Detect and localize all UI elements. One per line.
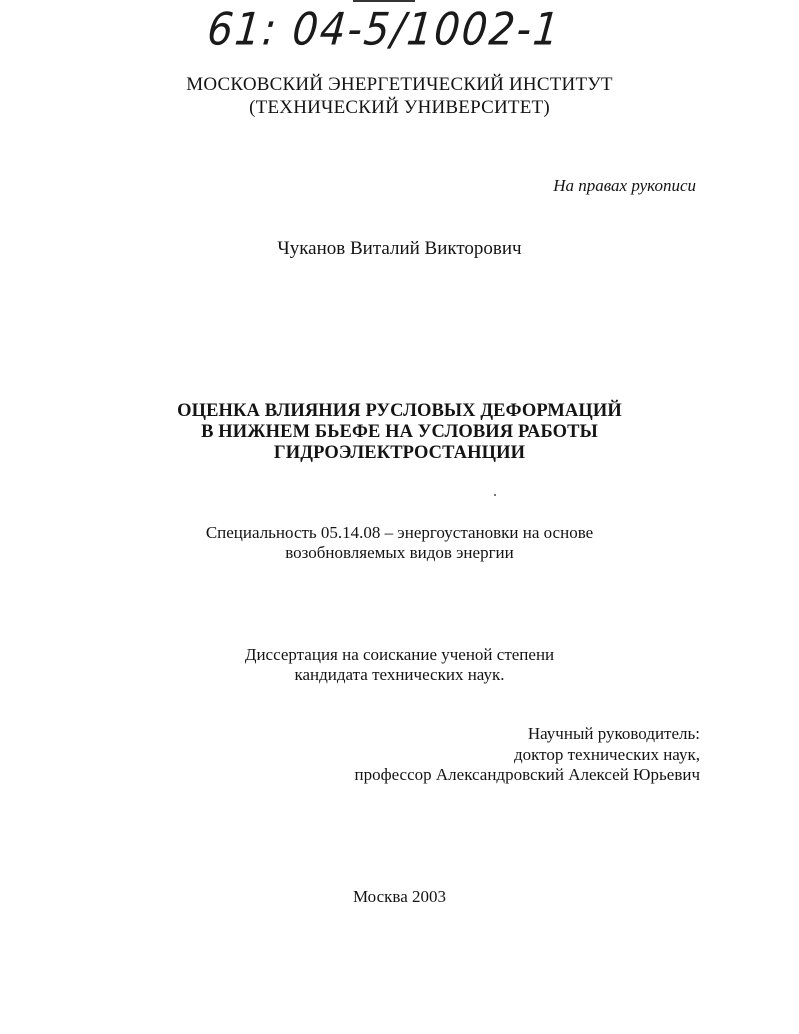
dissertation-degree-line2: кандидата технических наук. (294, 665, 505, 684)
institute-name-line1: МОСКОВСКИЙ ЭНЕРГЕТИЧЕСКИЙ ИНСТИТУТ (186, 74, 613, 95)
advisor-name: профессор Александровский Алексей Юрьевич (354, 765, 700, 784)
city-and-year: Москва 2003 (352, 887, 447, 906)
manuscript-rights-note: На правах рукописи (553, 176, 696, 195)
thesis-title-line1: ОЦЕНКА ВЛИЯНИЯ РУСЛОВЫХ ДЕФОРМАЦИЙ (177, 401, 622, 421)
institute-name-line2: (ТЕХНИЧЕСКИЙ УНИВЕРСИТЕТ) (249, 97, 550, 118)
specialty-line2: возобновляемых видов энергии (285, 543, 514, 562)
author-name: Чуканов Виталий Викторович (277, 238, 522, 259)
thesis-title-line3: ГИДРОЭЛЕКТРОСТАНЦИИ (273, 443, 526, 463)
scan-speck (494, 494, 496, 496)
dissertation-degree-line1: Диссертация на соискание ученой степени (244, 645, 555, 664)
thesis-title-line2: В НИЖНЕМ БЬЕФЕ НА УСЛОВИЯ РАБОТЫ (201, 422, 598, 442)
scan-edge-mark (353, 0, 415, 2)
specialty-line1: Специальность 05.14.08 – энергоустановки на основе (205, 523, 594, 542)
advisor-degree: доктор технических наук, (513, 745, 700, 764)
handwritten-catalog-number (205, 4, 564, 74)
advisor-label: Научный руководитель: (527, 724, 700, 743)
handwritten-catalog-text: 61: 04-5/1002-1 (205, 4, 564, 56)
